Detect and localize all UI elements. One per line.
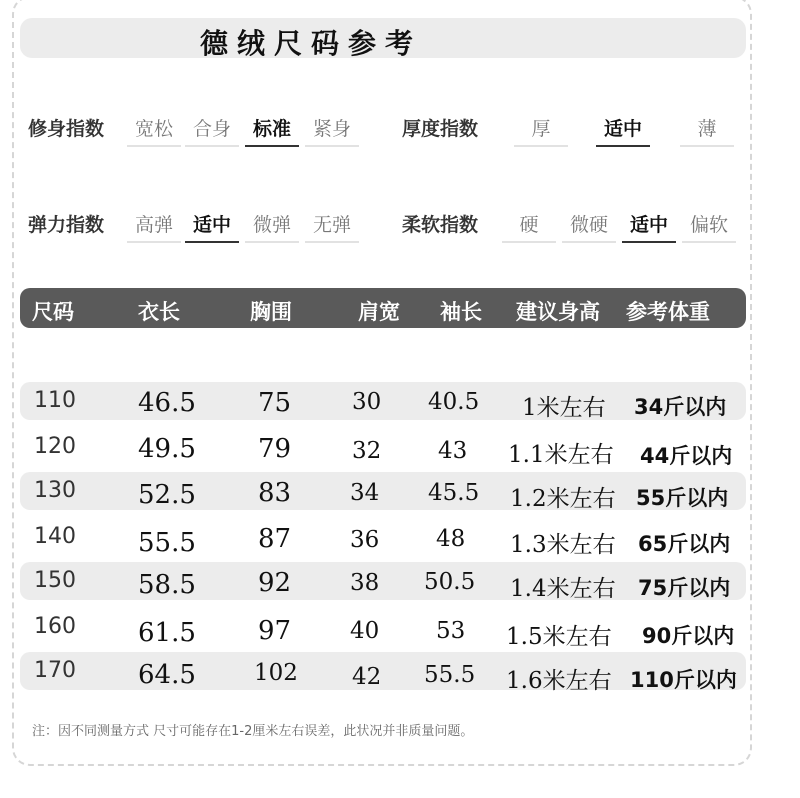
table-cell-weight: 44斤以内 xyxy=(640,444,733,468)
fit-label: 修身指数 xyxy=(28,118,105,140)
softness-option-slightly-hard: 微硬 xyxy=(562,210,616,243)
table-cell-weight: 110斤以内 xyxy=(630,668,737,692)
softness-option-medium-selected: 适中 xyxy=(622,210,676,243)
header-length: 衣长 xyxy=(138,300,180,324)
table-cell-shoulder: 34 xyxy=(350,480,380,506)
table-cell-weight: 34斤以内 xyxy=(634,395,727,419)
elasticity-option-slight: 微弹 xyxy=(245,210,299,243)
softness-label: 柔软指数 xyxy=(402,214,479,236)
page-title: 德绒尺码参考 xyxy=(200,27,423,60)
header-weight: 参考体重 xyxy=(626,300,710,324)
table-cell-size: 130 xyxy=(34,478,76,503)
table-cell-sleeve: 48 xyxy=(436,526,466,552)
table-cell-length: 61.5 xyxy=(138,618,196,648)
header-size: 尺码 xyxy=(32,300,74,324)
table-cell-height: 1.1米左右 xyxy=(508,442,614,468)
table-cell-sleeve: 55.5 xyxy=(424,662,476,688)
table-cell-height: 1.4米左右 xyxy=(510,576,616,602)
table-cell-length: 52.5 xyxy=(138,480,196,510)
table-cell-size: 120 xyxy=(34,434,76,459)
table-cell-length: 58.5 xyxy=(138,570,196,600)
softness-option-hard: 硬 xyxy=(502,210,556,243)
table-cell-shoulder: 30 xyxy=(352,389,382,415)
table-cell-shoulder: 38 xyxy=(350,570,380,596)
table-cell-chest: 75 xyxy=(258,388,292,418)
fit-option-tight: 紧身 xyxy=(305,114,359,147)
table-cell-sleeve: 40.5 xyxy=(428,389,480,415)
thickness-option-medium-selected: 适中 xyxy=(596,114,650,147)
table-cell-chest: 92 xyxy=(258,568,292,598)
header-chest: 胸围 xyxy=(250,300,292,324)
table-cell-height: 1米左右 xyxy=(522,395,606,421)
thickness-label: 厚度指数 xyxy=(402,118,479,140)
table-cell-chest: 87 xyxy=(258,524,292,554)
table-cell-weight: 75斤以内 xyxy=(638,576,731,600)
table-cell-length: 46.5 xyxy=(138,388,196,418)
table-cell-sleeve: 50.5 xyxy=(424,569,476,595)
table-cell-shoulder: 32 xyxy=(352,438,382,464)
fit-option-standard-selected: 标准 xyxy=(245,114,299,147)
fit-option-fitted: 合身 xyxy=(185,114,239,147)
table-cell-shoulder: 40 xyxy=(350,618,380,644)
table-cell-size: 150 xyxy=(34,568,76,593)
table-cell-height: 1.3米左右 xyxy=(510,532,616,558)
table-cell-length: 64.5 xyxy=(138,660,196,690)
table-cell-size: 170 xyxy=(34,658,76,683)
table-cell-chest: 102 xyxy=(254,660,298,686)
table-cell-size: 160 xyxy=(34,614,76,639)
table-cell-weight: 90斤以内 xyxy=(642,624,735,648)
table-cell-chest: 83 xyxy=(258,478,292,508)
table-cell-chest: 79 xyxy=(258,434,292,464)
table-cell-length: 55.5 xyxy=(138,528,196,558)
table-cell-size: 140 xyxy=(34,524,76,549)
table-cell-sleeve: 53 xyxy=(436,618,466,644)
table-cell-height: 1.5米左右 xyxy=(506,624,612,650)
table-cell-shoulder: 36 xyxy=(350,527,380,553)
thickness-option-thick: 厚 xyxy=(514,114,568,147)
table-cell-sleeve: 43 xyxy=(438,438,468,464)
fit-option-loose: 宽松 xyxy=(127,114,181,147)
header-sleeve: 袖长 xyxy=(440,300,482,324)
table-cell-weight: 65斤以内 xyxy=(638,532,731,556)
softness-option-soft: 偏软 xyxy=(682,210,736,243)
table-cell-size: 110 xyxy=(34,388,76,413)
table-cell-chest: 97 xyxy=(258,616,292,646)
header-height: 建议身高 xyxy=(516,300,600,324)
table-cell-height: 1.6米左右 xyxy=(506,668,612,694)
thickness-option-thin: 薄 xyxy=(680,114,734,147)
table-cell-weight: 55斤以内 xyxy=(636,486,729,510)
header-shoulder: 肩宽 xyxy=(358,300,400,324)
elasticity-option-high: 高弹 xyxy=(127,210,181,243)
table-cell-shoulder: 42 xyxy=(352,664,382,690)
elasticity-label: 弹力指数 xyxy=(28,214,105,236)
table-cell-height: 1.2米左右 xyxy=(510,486,616,512)
table-cell-length: 49.5 xyxy=(138,434,196,464)
elasticity-option-medium-selected: 适中 xyxy=(185,210,239,243)
elasticity-option-none: 无弹 xyxy=(305,210,359,243)
footnote: 注：因不同测量方式 尺寸可能存在1-2厘米左右误差，此状况并非质量问题。 xyxy=(32,724,474,739)
table-cell-sleeve: 45.5 xyxy=(428,480,480,506)
